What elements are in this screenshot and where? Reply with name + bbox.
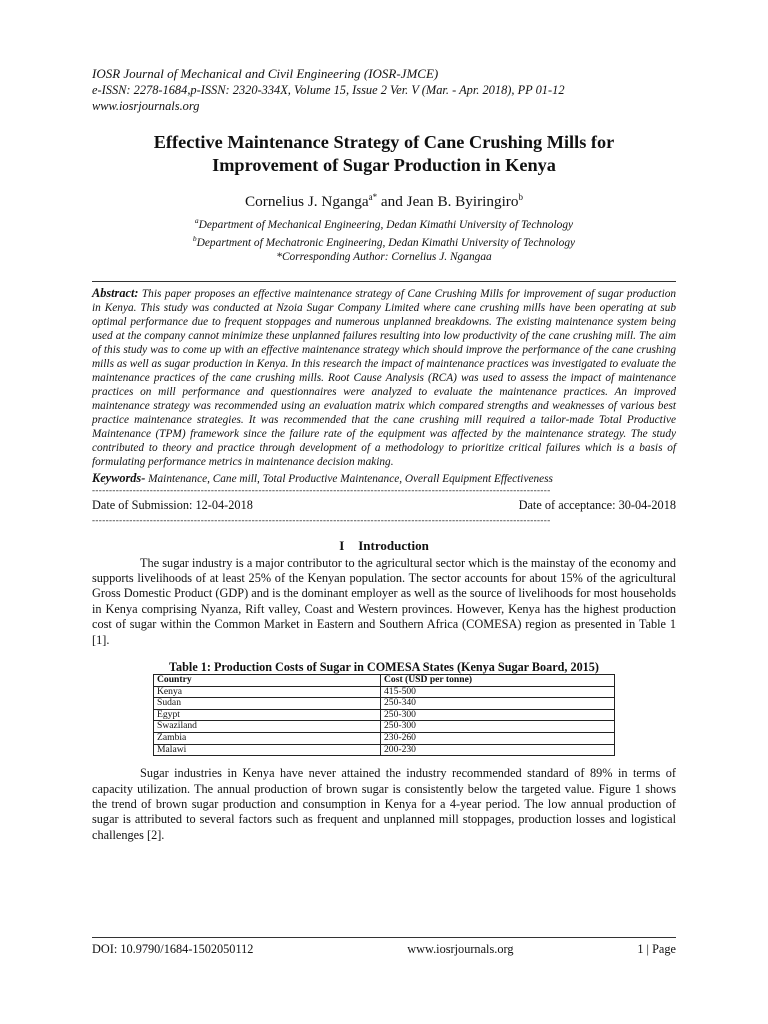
- affiliations: [92, 214, 676, 264]
- table-row: [154, 733, 615, 745]
- keywords-text: Maintenance, Cane mill, Total Productive Maintenance, Overall Equipment Effectiveness: [145, 472, 553, 485]
- page-footer: [92, 937, 676, 957]
- title-line-2: Improvement of Sugar Production in Kenya: [212, 155, 556, 175]
- abstract-label: Abstract:: [92, 285, 139, 300]
- footer-site: www.iosrjournals.org: [407, 942, 514, 956]
- affiliation-a-sup: a: [194, 216, 199, 226]
- paper-page: [92, 66, 676, 843]
- journal-url: www.iosrjournals.org: [92, 99, 200, 113]
- intro-paragraph-1: The sugar industry is a major contributor to the agricultural sector which is the mainstay of the economy and supports livelihoods of at least 25% of the Kenyan population. The sector accounts for about 15% of the agricultural Gross Domestic Product (GDP) and is the dominant employer as well as the source of livelihoods for most households in Kenya comprising Nyanza, Rift valley, Coast and Western provinces. However, Kenya has the highest production cost of sugar within the Common Market in Eastern and Southern Africa (COMESA) region as presented in Table 1 [1].: [92, 555, 676, 647]
- submission-date: Date of Submission: 12-04-2018: [92, 497, 253, 512]
- footer-page-number: 1 | Page: [637, 942, 676, 956]
- table-cell-country: Malawi: [154, 744, 381, 756]
- table-cell-cost: 250-300: [381, 709, 615, 721]
- keywords: [92, 471, 676, 486]
- table-cell-country: Sudan: [154, 698, 381, 710]
- table-cell-cost: 250-340: [381, 698, 615, 710]
- authors-and: and: [377, 193, 407, 211]
- author-2-sup: b: [518, 192, 523, 202]
- author-1: Cornelius J. Nganga: [245, 193, 369, 211]
- journal-header: [92, 66, 676, 114]
- affiliation-b: [92, 232, 676, 250]
- acceptance-date: Date of acceptance: 30-04-2018: [518, 497, 676, 512]
- section-title: Introduction: [358, 537, 429, 553]
- affiliation-a-text: Department of Mechanical Engineering, Dedan Kimathi University of Technology: [198, 218, 574, 231]
- table-cell-cost: 250-300: [381, 721, 615, 733]
- affiliation-b-text: Department of Mechatronic Engineering, Dedan Kimathi University of Technology: [196, 236, 576, 249]
- abstract: [92, 286, 676, 469]
- section-heading: [92, 538, 676, 554]
- table-row: [154, 744, 615, 756]
- table-cell-country: Egypt: [154, 709, 381, 721]
- section-number: I: [339, 537, 345, 553]
- separator-bottom: ---------------------------------------------------------------------------------------------------------------------------------------: [92, 515, 551, 525]
- title-line-1: Effective Maintenance Strategy of Cane Crushing Mills for: [153, 132, 615, 152]
- table-cell-country: Kenya: [154, 686, 381, 698]
- table-row: [154, 698, 615, 710]
- affiliation-a: [92, 214, 676, 232]
- intro-paragraph-2: Sugar industries in Kenya have never attained the industry recommended standard of 89% in terms of capacity utilization. The annual production of brown sugar is consistently below the targeted value. Figure 1 shows the trend of brown sugar production and consumption in Kenya for a 4-year period. The low annual production of sugar is attributed to several factors such as frequent and unplanned mill stoppages, production losses and logistical challenges [2].: [92, 766, 676, 842]
- table-cell-cost: 200-230: [381, 744, 615, 756]
- table-cell-cost: 415-500: [381, 686, 615, 698]
- affiliation-b-sup: b: [192, 233, 197, 243]
- journal-name: IOSR Journal of Mechanical and Civil Engineering (IOSR-JMCE): [92, 66, 439, 81]
- authors: [92, 188, 676, 211]
- table-header-cost: Cost (USD per tonne): [381, 675, 615, 687]
- journal-issn: e-ISSN: 2278-1684,p-ISSN: 2320-334X, Volume 15, Issue 2 Ver. V (Mar. - Apr. 2018), PP 01-12: [92, 83, 565, 97]
- corresponding-author: *Corresponding Author: Cornelius J. Ngangaa: [276, 250, 492, 263]
- author-2: Jean B. Byiringiro: [406, 193, 519, 211]
- author-1-sup: a*: [368, 192, 378, 202]
- table-header-row: [154, 675, 615, 687]
- table-row: [154, 721, 615, 733]
- keywords-label: Keywords-: [92, 470, 146, 485]
- abstract-text: This paper proposes an effective maintenance strategy of Cane Crushing Mills for improvement of sugar production in Kenya. This study was conducted at Nzoia Sugar Company Limited where cane crushing mills have been operating at sub optimal performance due to frequent stoppages and numerous unplanned breakdowns. The existing maintenance system being used at the company cannot minimize these unplanned failures resulting into low productivity of the cane crushing mill. The aim of this study was to come up with an effective maintenance strategy which should improve the performance of the cane crushing mills as well as sugar production in Kenya. In this research the impact of maintenance practices was investigated to evaluate the maintenance practices of the cane crushing mills. Root Cause Analysis (RCA) was used to assess the impact of maintenance practices on mill performance and questionnaires were analyzed to evaluate the maintenance practices. An improved maintenance strategy was recommended using an evaluation matrix which compared strengths and weaknesses of various best practice maintenance strategies. It was recommended that the cane crushing mill required a tailor-made Total Productive Maintenance (TPM) framework since the failure rate of the equipment was affected by the maintenance strategy. The study contributed to theory and practice through development of a methodology to prioritize critical failures which is a basis of formulating performance metrics in maintenance decision making.: [92, 287, 676, 468]
- table-row: [154, 709, 615, 721]
- abstract-section: [92, 281, 676, 486]
- table-row: [154, 686, 615, 698]
- dates-row: [92, 497, 676, 513]
- footer-doi: DOI: 10.9790/1684-1502050112: [92, 942, 254, 956]
- separator-top: ---------------------------------------------------------------------------------------------------------------------------------------: [92, 485, 551, 495]
- table-caption: Table 1: Production Costs of Sugar in COMESA States (Kenya Sugar Board, 2015): [169, 660, 599, 675]
- table-cell-cost: 230-260: [381, 733, 615, 745]
- table-cell-country: Swaziland: [154, 721, 381, 733]
- paper-title: [92, 131, 676, 177]
- table-header-country: Country: [154, 675, 381, 687]
- table-cell-country: Zambia: [154, 733, 381, 745]
- production-cost-table: [153, 674, 615, 756]
